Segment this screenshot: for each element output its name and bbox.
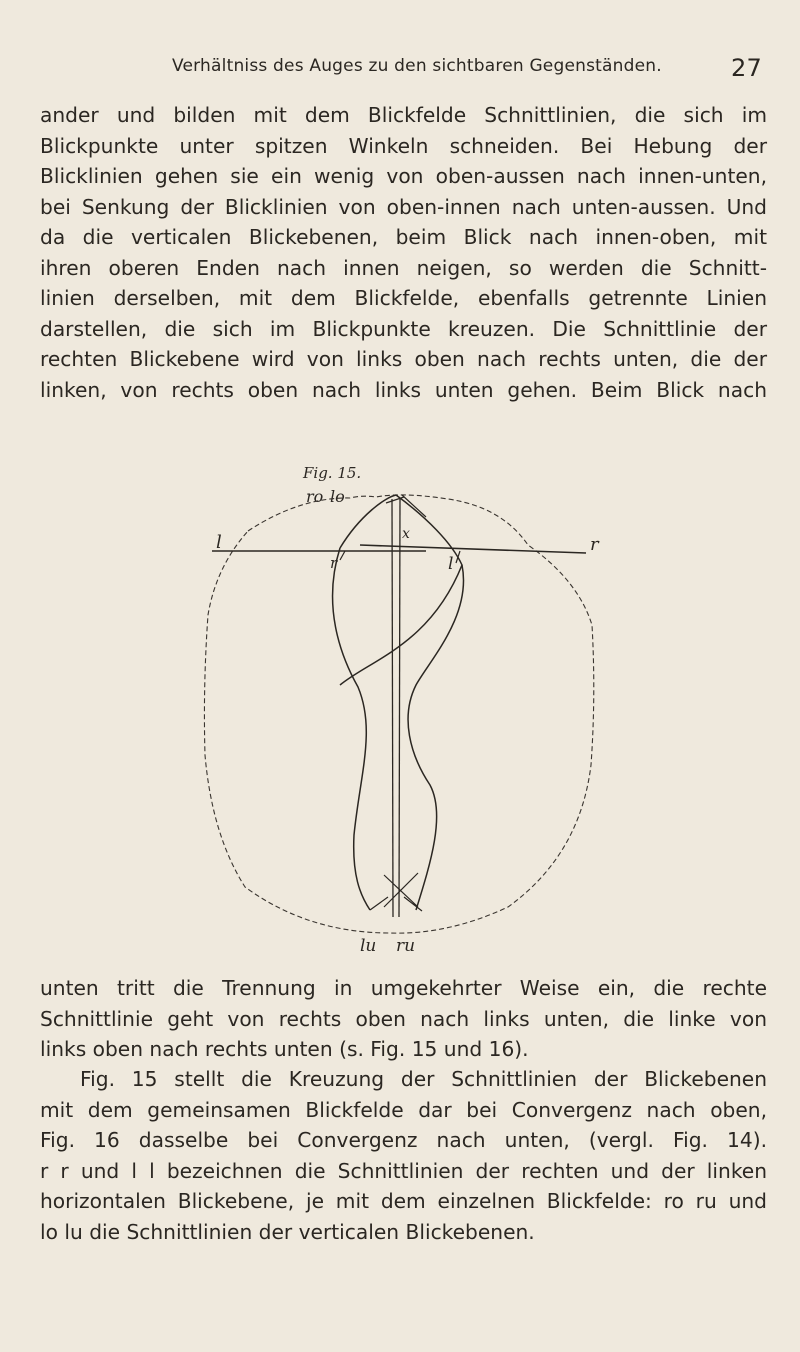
label-lo: lo: [330, 487, 345, 506]
label-lu: lu: [360, 936, 377, 956]
label-r-inner: r: [330, 554, 338, 572]
label-x: x: [402, 526, 410, 542]
label-r-right: r: [590, 534, 599, 555]
text-line: Blicklinien gehen sie ein wenig von oben-aussen nach innen-unten,: [40, 164, 767, 188]
figure-caption: Fig. 15.: [303, 464, 362, 482]
right-eye-field-outline: [333, 548, 370, 910]
lower-crossing-lines: [370, 873, 422, 911]
crossing-curve-left: [358, 685, 416, 702]
label-ru: ru: [396, 936, 416, 956]
text-line: horizontalen Blickebene, je mit dem einzelnen Blickfelde: ro ru und: [40, 1189, 767, 1213]
text-line: Schnittlinie geht von rechts oben nach links unten, die linke von: [40, 1006, 767, 1031]
crossing-curve-right: [408, 565, 463, 910]
text-line: ander und bilden mit dem Blickfelde Schnittlinien, die sich im: [40, 103, 767, 127]
r-tick: [340, 551, 345, 560]
paragraph-3: [40, 1064, 767, 1247]
label-ro: ro: [306, 487, 324, 506]
text-line: bei Senkung der Blicklinien von oben-innen nach unten-aussen. Und: [40, 194, 767, 219]
paragraph-1: [40, 100, 767, 405]
text-line: linken, von rechts oben nach links unten gehen. Beim Blick nach: [40, 377, 767, 402]
figure-15: [190, 455, 630, 970]
vertical-line-lo: [399, 499, 400, 917]
text-line: linien derselben, mit dem Blickfelde, ebenfalls getrennte Linien: [40, 286, 767, 310]
text-line: unten tritt die Trennung in umgekehrter Weise ein, die rechte: [40, 976, 767, 1000]
text-line: ihren oberen Enden nach innen neigen, so werden die Schnitt-: [40, 255, 767, 280]
label-l-left: l: [216, 532, 222, 553]
left-eye-field-outline: [340, 495, 462, 685]
text-line: r r und l l bezeichnen die Schnittlinien der rechten und der linken: [40, 1158, 767, 1183]
text-line: da die verticalen Blickebenen, beim Blick nach innen-oben, mit: [40, 225, 767, 249]
vertical-line-ro: [392, 499, 393, 917]
text-line: Fig. 16 dasselbe bei Convergenz nach unten, (vergl. Fig. 14).: [40, 1128, 767, 1152]
running-title: Verhältniss des Auges zu den sichtbaren Gegenständen.: [172, 56, 662, 76]
text-line: lo lu die Schnittlinien der verticalen Blickebenen.: [40, 1219, 535, 1244]
text-line: rechten Blickebene wird von links oben nach rechts unten, die der: [40, 347, 767, 371]
paragraph-2: [40, 973, 767, 1065]
label-l-inner: l: [448, 554, 454, 574]
text-line: mit dem gemeinsamen Blickfelde dar bei Convergenz nach oben,: [40, 1097, 767, 1122]
text-line: darstellen, die sich im Blickpunkte kreuzen. Die Schnittlinie der: [40, 316, 767, 341]
text-line: Fig. 15 stellt die Kreuzung der Schnittlinien der Blickebenen: [80, 1067, 767, 1091]
page-number: 27: [731, 54, 762, 82]
text-line: links oben nach rechts unten (s. Fig. 15 und 16).: [40, 1037, 529, 1061]
text-line: Blickpunkte unter spitzen Winkeln schneiden. Bei Hebung der: [40, 133, 767, 158]
